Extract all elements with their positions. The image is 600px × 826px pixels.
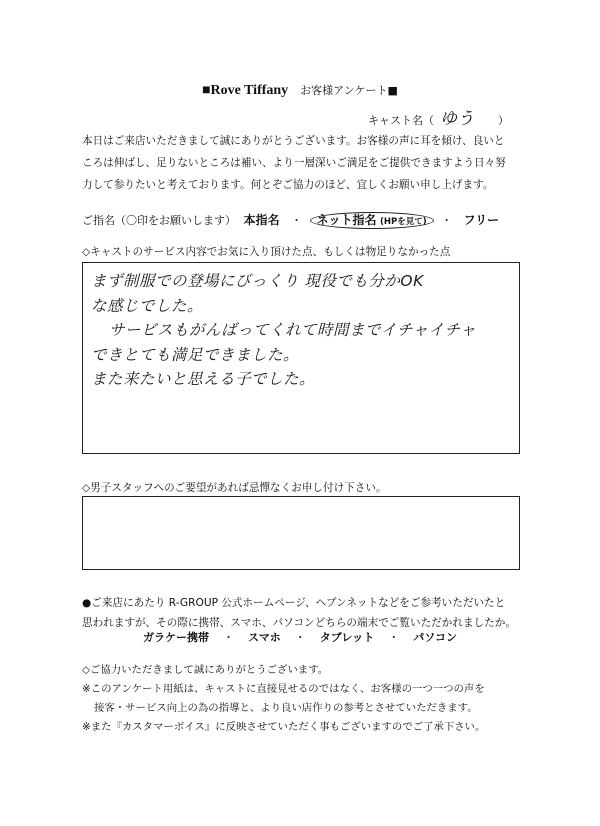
survey-title: お客様アンケート■ <box>300 84 398 97</box>
device-option-feature-phone[interactable]: ガラケー携帯 <box>142 631 209 644</box>
intro-line: ころは伸ばし、足りないところは補い、より一層深いご満足をご提供できますよう日々努 <box>82 157 506 169</box>
device-separator: ・ <box>222 631 234 644</box>
thanks-line: ◇ご協力いただきまして誠にありがとうございます。 <box>82 664 329 676</box>
device-option-pc[interactable]: パソコン <box>413 631 457 644</box>
answer-line: サービスもがんばってくれて時間までイチャイチャ <box>109 321 477 339</box>
question2-answer-box[interactable] <box>82 496 520 570</box>
intro-paragraph <box>82 130 532 196</box>
visit-question <box>82 593 532 633</box>
nomination-option-net: ネット指名 <box>316 213 377 227</box>
device-options <box>0 629 600 645</box>
intro-line: 本日はご来店いただきまして誠にありがとうございます。お客様の声に耳を傾け、良いと <box>82 135 505 147</box>
cast-name-row <box>368 104 509 129</box>
note-line: ※このアンケート用紙は、キャストに直接見せるのではなく、お客様の一つ一つの声を <box>82 683 485 695</box>
survey-header <box>0 82 600 99</box>
intro-line: 力して参りたいと考えております。何とぞご協力のほど、宜しくお願い申し上げます。 <box>82 179 494 191</box>
device-separator: ・ <box>294 631 306 644</box>
nomination-option-net-note: (HPを見て) <box>380 217 427 227</box>
note-line: 接客・サービス向上の為の指導と、より良い店作りの参考とさせていただきます。 <box>94 702 478 714</box>
question1-answer-box[interactable] <box>82 262 520 454</box>
nomination-option-main[interactable]: 本指名 <box>243 213 280 227</box>
cast-name-close: ） <box>498 114 509 127</box>
nomination-option-net-circled[interactable] <box>310 212 434 229</box>
nomination-separator: ・ <box>291 214 303 227</box>
answer-line: また来たいと思える子でした。 <box>91 370 316 388</box>
handwritten-answer <box>91 269 511 392</box>
nomination-label: ご指名（〇印をお願いします） <box>82 214 236 227</box>
footer-notes <box>82 661 542 737</box>
question2-label: ◇男子スタッフへのご要望があれば忌憚なくお申し付け下さい。 <box>82 482 387 494</box>
answer-line: まず制服での登場にびっくり 現役でも分かOK <box>91 272 424 290</box>
brand-name: ■Rove Tiffany <box>202 83 289 98</box>
device-separator: ・ <box>388 631 400 644</box>
cast-name-label: キャスト名（ <box>368 114 434 127</box>
note-line: ※また『カスタマーボイス』に反映させていただく事もございますのでご了承下さい。 <box>82 721 486 733</box>
device-option-smartphone[interactable]: スマホ <box>247 631 281 644</box>
question1-label: ◇キャストのサービス内容でお気に入り頂けた点、もしくは物足りなかった点 <box>82 246 451 258</box>
device-option-tablet[interactable]: タブレット <box>319 631 375 644</box>
cast-name-value: ゆう <box>440 109 474 129</box>
visit-line: 思われますが、その際に携帯、スマホ、パソコンどちらの端末でご覧いただかれましたか。 <box>82 617 516 629</box>
answer-line: できとても満足できました。 <box>91 345 300 364</box>
visit-line: ●ご来店にあたり R-GROUP 公式ホームページ、ヘブンネットなどをご参考いただいたと <box>82 597 506 609</box>
nomination-separator: ・ <box>441 214 453 227</box>
nomination-option-free[interactable]: フリー <box>463 213 500 227</box>
answer-line: な感じでした。 <box>91 296 204 315</box>
nomination-row <box>82 211 503 228</box>
